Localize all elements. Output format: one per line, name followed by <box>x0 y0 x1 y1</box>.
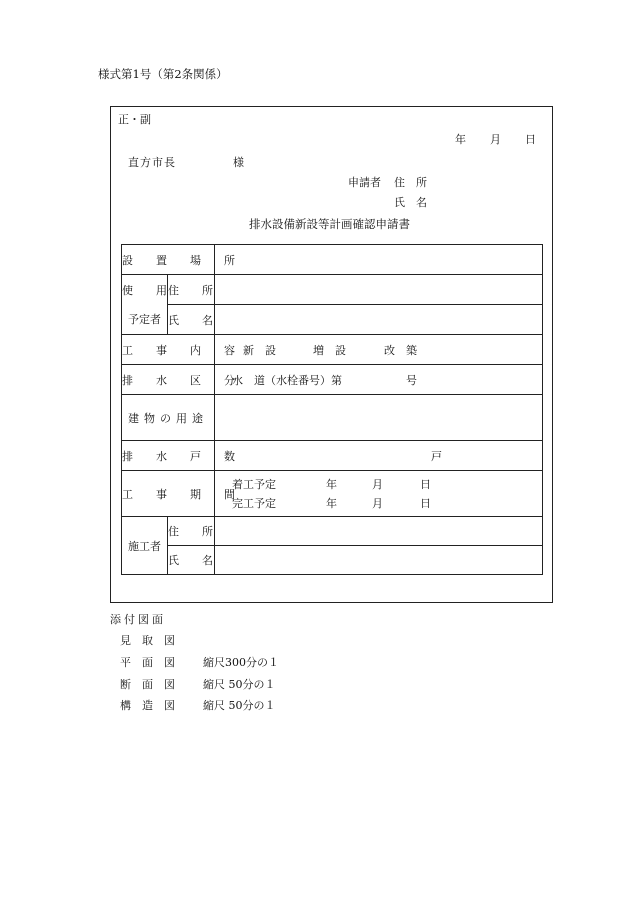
date-day: 日 <box>525 133 536 146</box>
period-label: 工 事 期 間 <box>122 471 215 517</box>
attachment-item: 構 造 図 <box>120 699 175 712</box>
start-label: 着工予定 <box>232 477 276 491</box>
date-year: 年 <box>455 133 466 146</box>
attachment-scale: 縮尺300分の１ <box>203 656 279 669</box>
location-field[interactable] <box>215 245 543 275</box>
attachment-scale: 縮尺 50分の１ <box>203 678 276 691</box>
application-table <box>121 244 543 575</box>
contractor-address-label: 住 所 <box>168 517 215 546</box>
start-day: 日 <box>420 477 431 491</box>
households-label: 排 水 戸 数 <box>122 441 215 471</box>
date-month: 月 <box>490 133 501 146</box>
building-use-field[interactable] <box>215 395 543 441</box>
households-unit: 戸 <box>431 449 442 463</box>
applicant-label: 申請者 <box>348 176 381 189</box>
period-field <box>215 471 543 517</box>
drain-type-value: 水 道（水栓番号）第 <box>232 373 342 387</box>
start-year: 年 <box>326 477 337 491</box>
applicant-address-label: 住 所 <box>394 176 427 189</box>
end-year: 年 <box>326 496 337 510</box>
work-option-new[interactable]: 新 設 <box>243 343 276 357</box>
doc-title: 排水設備新設等計画確認申請書 <box>249 217 410 231</box>
contractor-address-field[interactable] <box>215 517 543 546</box>
work-option-rebuild[interactable]: 改 築 <box>384 343 417 357</box>
building-use-label: 建物の用途 <box>122 395 215 441</box>
attachment-scale: 縮尺 50分の１ <box>203 699 276 712</box>
attachment-item: 平 面 図 <box>120 656 175 669</box>
applicant-name-label: 氏 名 <box>394 196 427 209</box>
attachment-item: 断 面 図 <box>120 678 175 691</box>
form-number: 様式第1号（第2条関係） <box>98 67 228 81</box>
addressee-honorific: 様 <box>233 156 244 169</box>
contractor-name-field[interactable] <box>215 546 543 575</box>
work-type-options <box>215 335 543 365</box>
drain-type-suffix: 号 <box>406 373 417 387</box>
user-group-label: 使 用 <box>122 275 168 305</box>
copy-type: 正・副 <box>118 113 151 126</box>
drain-type-field <box>215 365 543 395</box>
households-field[interactable] <box>215 441 543 471</box>
contractor-label: 施工者 <box>122 517 168 575</box>
end-label: 完工予定 <box>232 496 276 510</box>
drain-type-label: 排 水 区 分 <box>122 365 215 395</box>
location-label: 設 置 場 所 <box>122 245 215 275</box>
attachments-title: 添付図面 <box>110 613 166 626</box>
user-name-label: 氏 名 <box>168 305 215 335</box>
work-option-expand[interactable]: 増 設 <box>313 343 346 357</box>
start-month: 月 <box>372 477 383 491</box>
end-day: 日 <box>420 496 431 510</box>
addressee-name: 直方市長 <box>128 156 176 169</box>
user-group-label-2: 予定者 <box>122 305 168 335</box>
end-month: 月 <box>372 496 383 510</box>
work-type-label: 工 事 内 容 <box>122 335 215 365</box>
contractor-name-label: 氏 名 <box>168 546 215 575</box>
user-address-field[interactable] <box>215 275 543 305</box>
user-address-label: 住 所 <box>168 275 215 305</box>
attachment-item: 見 取 図 <box>120 634 175 647</box>
user-name-field[interactable] <box>215 305 543 335</box>
